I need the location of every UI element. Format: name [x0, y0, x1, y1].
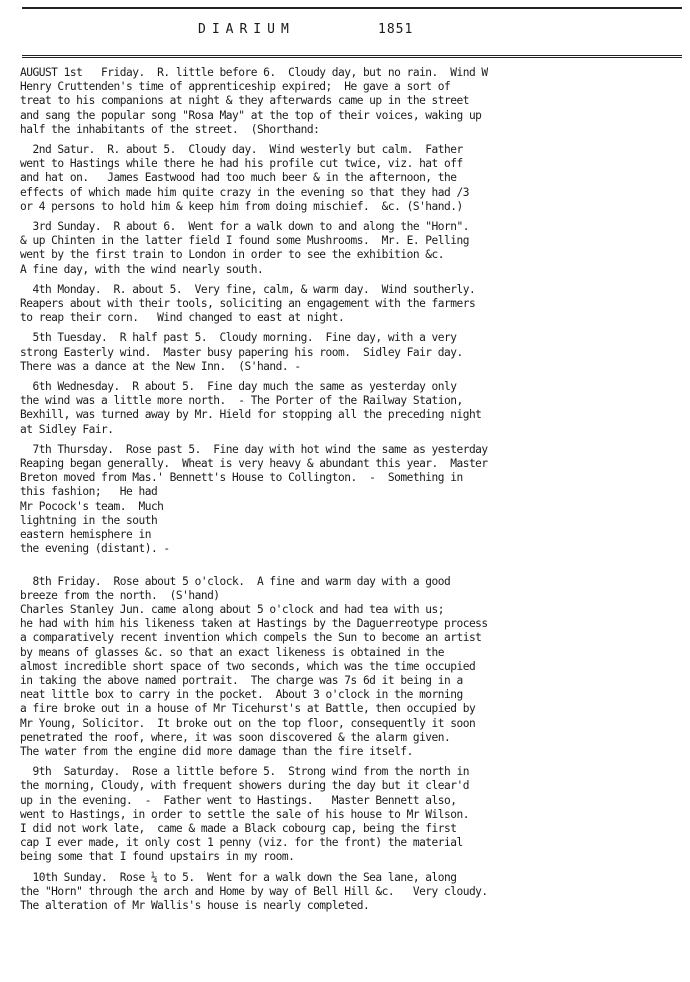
entry-aug-7: 7th Thursday. Rose past 5. Fine day with hot wind the same as yesterday Reaping began generally. Wheat is very heavy & abundant this year. Master Breton moved from Mas.' Bennett's House to Collington. - Something in this fashion; He had Mr Pocock's team. Much lightning in the south eastern hemisphere in the evening (distant). -	[20, 442, 488, 556]
page-header	[0, 18, 690, 44]
entry-aug-6: 6th Wednesday. R about 5. Fine day much the same as yesterday only the wind was a little more north. - The Porter of the Railway Station, Bexhill, was turned away by Mr. Hield for stopping all the preceding night at Sidley Fair.	[20, 380, 482, 436]
entry-aug-2: 2nd Satur. R. about 5. Cloudy day. Wind westerly but calm. Father went to Hastings while there he had his profile cut twice, viz. hat off and hat on. James Eastwood had too much beer & in the afternoon, the effects of which made him quite crazy in the evening so that they had /3 or 4 persons to hold him & keep him from doing mischief. &c. (S'hand.)	[20, 143, 469, 213]
entry-aug-3: 3rd Sunday. R about 6. Went for a walk down to and along the "Horn". & up Chinten in the latter field I found some Mushrooms. Mr. E. Pelling went by the first train to London in order to see the exhibition &c. A fine day, with the wind nearly south.	[20, 220, 469, 276]
entry-aug-1: AUGUST 1st Friday. R. little before 6. Cloudy day, but no rain. Wind W Henry Cruttenden's time of apprenticeship expired; He gave a sort of treat to his companions at night & they afterwards came up in the street and sang the popular song "Rosa May" at the top of their voices, waking up half the inhabitants of the street. (Shorthand:	[20, 66, 488, 136]
diary-body	[20, 66, 688, 919]
diary-year: 1851	[378, 22, 414, 37]
header-rule	[22, 55, 682, 58]
entry-aug-5: 5th Tuesday. R half past 5. Cloudy morning. Fine day, with a very strong Easterly wind. Master busy papering his room. Sidley Fair day. There was a dance at the New Inn. (S'hand. -	[20, 331, 463, 373]
entry-aug-10: 10th Sunday. Rose ¼ to 5. Went for a walk down the Sea lane, along the "Horn" through the arch and Home by way of Bell Hill &c. Very cloudy. The alteration of Mr Wallis's house is nearly completed.	[20, 870, 488, 912]
diary-title: DIARIUM	[198, 22, 295, 37]
entry-aug-4: 4th Monday. R. about 5. Very fine, calm, & warm day. Wind southerly. Reapers about with their tools, soliciting an engagement with the farmers to reap their corn. Wind changed to east at night.	[20, 282, 476, 325]
entry-aug-9: 9th Saturday. Rose a little before 5. Strong wind from the north in the morning, Cloudy, with frequent showers during the day but it clear'd up in the evening. - Father went to Hastings. Master Bennett also, went to Hastings, in order to settle the sale of his house to Mr Wilson. I did not work late, came & made a Black cobourg cap, being the first cap I ever made, it only cost 1 penny (viz. for the front) the material being some that I found upstairs in my room.	[20, 765, 469, 864]
entry-aug-8: 8th Friday. Rose about 5 o'clock. A fine and warm day with a good breeze from the north. (S'hand) Charles Stanley Jun. came along about 5 o'clock and had tea with us; he had with him his likeness taken at Hastings by the Daguerreotype process a comparatively recent invention which compels the Sun to become an artist by means of glasses &c. so that an exact likeness is obtained in the almost incredible short space of two seconds, which was the time occupied in taking the above named portrait. The charge was 7s 6d it being in a neat little box to carry in the pocket. About 3 o'clock in the morning a fire broke out in a house of Mr Ticehurst's at Battle, then occupied by Mr Young, Solicitor. It broke out on the top floor, consequently it soon penetrated the roof, where, it was soon discovered & the alarm given. The water from the engine did more damage than the fire itself.	[20, 574, 488, 758]
top-rule	[22, 7, 682, 9]
